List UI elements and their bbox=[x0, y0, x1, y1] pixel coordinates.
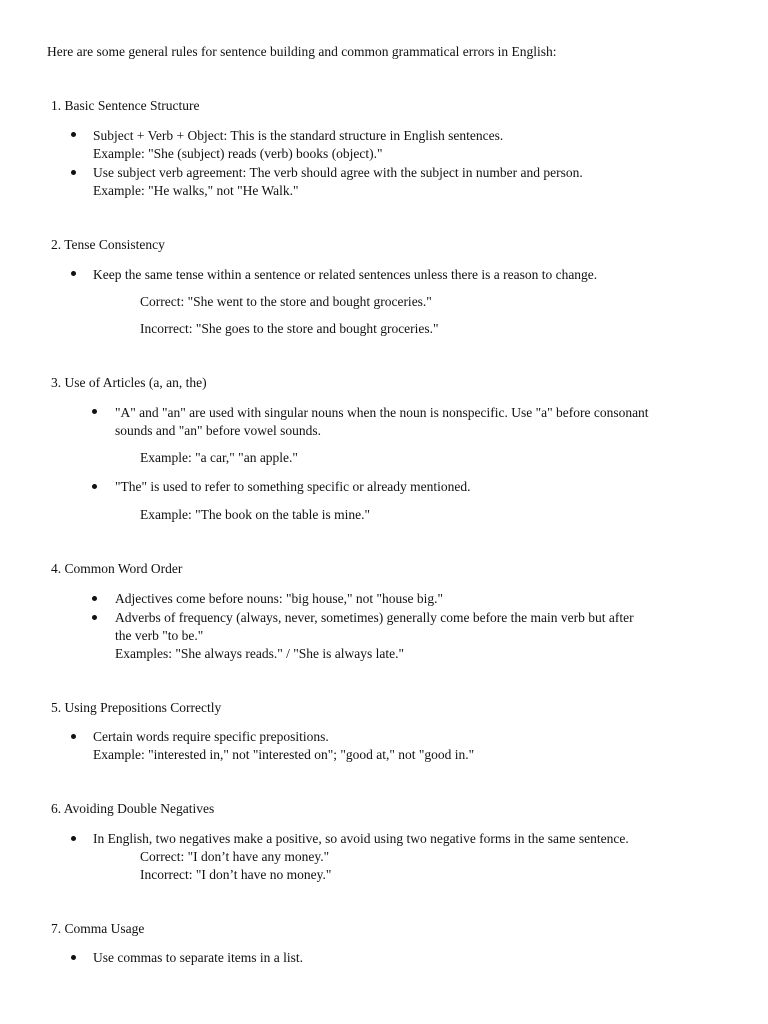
intro-paragraph: Here are some general rules for sentence building and common grammatical errors in English: bbox=[47, 44, 557, 59]
list-item-text: Keep the same tense within a sentence or related sentences unless there is a reason to change. bbox=[93, 267, 598, 282]
list-item-example: Example: "He walks," not "He Walk." bbox=[93, 183, 299, 198]
section-heading-5: 5. Using Prepositions Correctly bbox=[51, 700, 222, 715]
list-item-text: Adverbs of frequency (always, never, sometimes) generally come before the main verb but after bbox=[115, 610, 634, 625]
list-item-example: Example: "She (subject) reads (verb) books (object)." bbox=[93, 146, 383, 161]
section-heading-2: 2. Tense Consistency bbox=[51, 237, 165, 252]
list-item-text: "A" and "an" are used with singular nouns when the noun is nonspecific. Use "a" before consonant bbox=[115, 405, 649, 420]
bullet-icon bbox=[92, 409, 97, 414]
bullet-icon bbox=[71, 734, 76, 739]
list-item-text: sounds and "an" before vowel sounds. bbox=[115, 423, 321, 438]
incorrect-example: Incorrect: "She goes to the store and bought groceries." bbox=[140, 321, 439, 336]
section-heading-4: 4. Common Word Order bbox=[51, 561, 183, 576]
section-heading-7: 7. Comma Usage bbox=[51, 921, 145, 936]
bullet-icon bbox=[71, 132, 76, 137]
list-item-example: Example: "interested in," not "interested on"; "good at," not "good in." bbox=[93, 747, 475, 762]
list-item-example: Examples: "She always reads." / "She is always late." bbox=[115, 646, 404, 661]
bullet-icon bbox=[92, 484, 97, 489]
correct-example: Correct: "I don’t have any money." bbox=[140, 849, 330, 864]
section-heading-1: 1. Basic Sentence Structure bbox=[51, 98, 200, 113]
list-item-text: In English, two negatives make a positive, so avoid using two negative forms in the same sentence. bbox=[93, 831, 629, 846]
incorrect-example: Incorrect: "I don’t have no money." bbox=[140, 867, 332, 882]
list-item-example: Example: "a car," "an apple." bbox=[140, 450, 298, 465]
section-heading-3: 3. Use of Articles (a, an, the) bbox=[51, 375, 207, 390]
list-item-text: Use subject verb agreement: The verb should agree with the subject in number and person. bbox=[93, 165, 583, 180]
list-item-text: Certain words require specific prepositions. bbox=[93, 729, 329, 744]
list-item-example: Example: "The book on the table is mine." bbox=[140, 507, 370, 522]
list-item-text: Subject + Verb + Object: This is the standard structure in English sentences. bbox=[93, 128, 504, 143]
bullet-icon bbox=[92, 596, 97, 601]
bullet-icon bbox=[71, 271, 76, 276]
bullet-icon bbox=[71, 836, 76, 841]
section-heading-6: 6. Avoiding Double Negatives bbox=[51, 801, 215, 816]
correct-example: Correct: "She went to the store and bought groceries." bbox=[140, 294, 432, 309]
list-item-text: Adjectives come before nouns: "big house," not "house big." bbox=[115, 591, 443, 606]
list-item-text: Use commas to separate items in a list. bbox=[93, 950, 303, 965]
bullet-icon bbox=[71, 170, 76, 175]
list-item-text: "The" is used to refer to something specific or already mentioned. bbox=[115, 479, 471, 494]
list-item-text: the verb "to be." bbox=[115, 628, 204, 643]
bullet-icon bbox=[92, 615, 97, 620]
bullet-icon bbox=[71, 955, 76, 960]
